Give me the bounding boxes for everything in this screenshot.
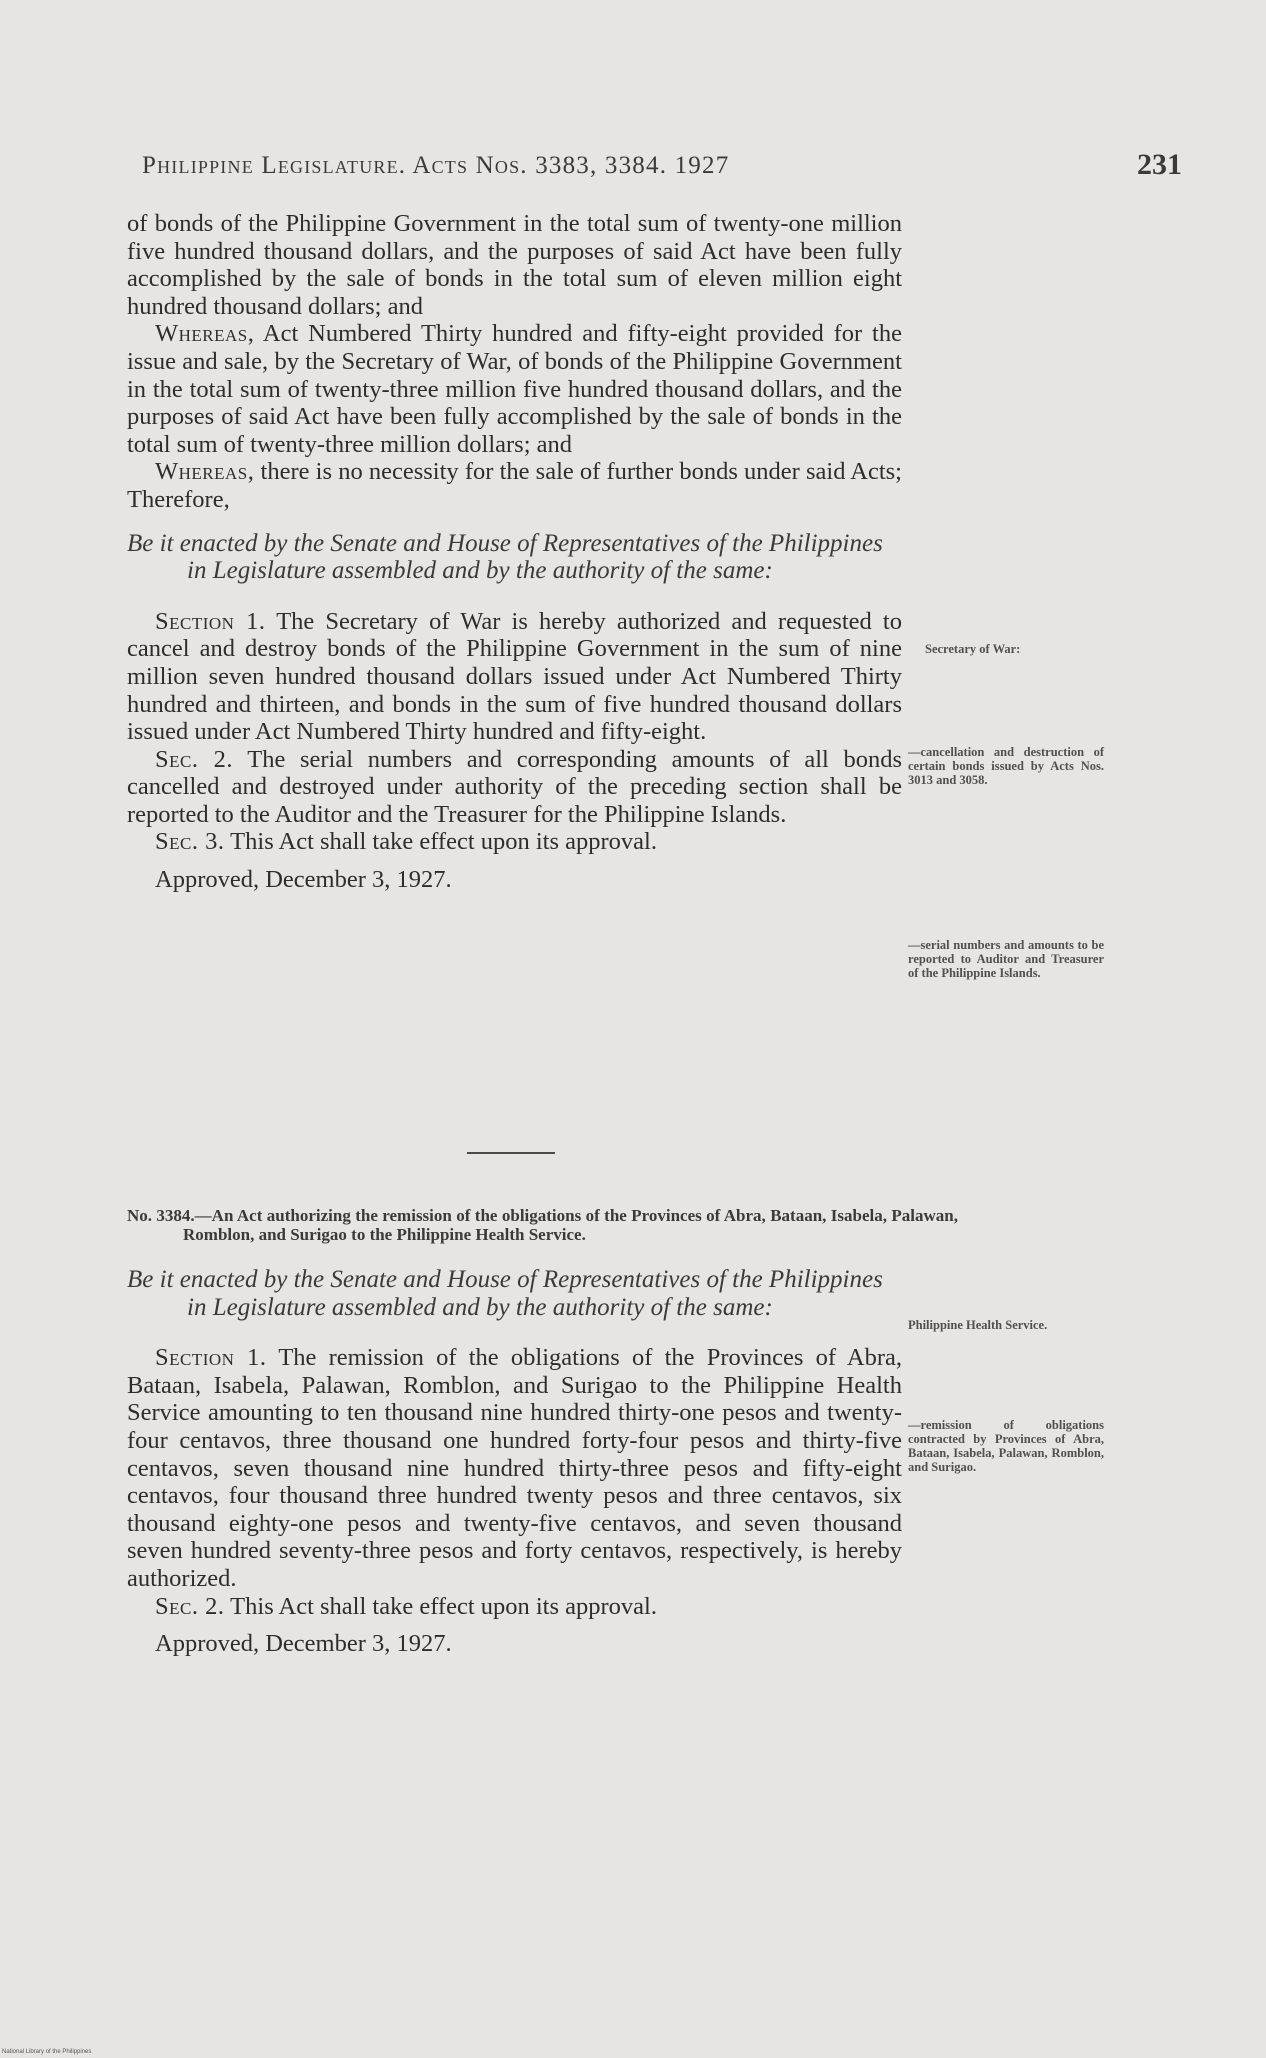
section-text: The serial numbers and corresponding amounts of all bonds cancelled and destroyed under authority of the preceding section shall be reported to the Auditor and the Treasurer for the Philippine Islands. [127, 745, 902, 828]
act-3383-section-2 [127, 746, 902, 829]
page-header [142, 148, 1182, 192]
section-text: The Secretary of War is hereby authorized and requested to cancel and destroy bonds of the Philippine Government in the sum of nine million seven hundred thousand dollars issued under Act Numbered Thirty hundred and thirteen, and bonds in the sum of five hundred thousand dollars issued under Act Numbered Thirty hundred and fifty-eight. [127, 607, 902, 746]
act-3384-section-1 [127, 1344, 902, 1592]
section-label: Sec. 2. [155, 745, 234, 773]
page-number: 231 [1137, 148, 1182, 181]
act-3383-whereas-2 [127, 320, 902, 458]
section-label: Sec. 2. [155, 1592, 225, 1620]
act-3384-approved: Approved, December 3, 1927. [155, 1630, 452, 1658]
act-3384-section-2 [127, 1593, 902, 1621]
section-label: Section 1. [155, 607, 266, 635]
act-3383-section-3 [127, 828, 902, 856]
act-3383-approved: Approved, December 3, 1927. [155, 866, 452, 894]
margin-note-secretary-of-war: Secretary of War: [925, 642, 1021, 656]
margin-note-serial-numbers: —serial numbers and amounts to be reported to Auditor and Treasurer of the Philippine Islands. [908, 938, 1104, 980]
section-label: Section 1. [155, 1344, 267, 1372]
running-head: Philippine Legislature. Acts Nos. 3383, 3384. 1927 [142, 152, 730, 179]
section-text: This Act shall take effect upon its approval. [224, 828, 657, 856]
act-3383-enacting-clause: Be it enacted by the Senate and House of Representatives of the Philippines in Legislature assembled and by the authority of the same: [127, 529, 883, 585]
act-3384-text [127, 1206, 958, 1658]
section-label: Sec. 3. [155, 828, 225, 856]
act-3383-paragraph-1: of bonds of the Philippine Government in the total sum of twenty-one million five hundred thousand dollars, and the purposes of said Act have been fully accomplished by the sale of bonds in the total sum of eleven million eight hundred thousand dollars; and [127, 210, 902, 320]
section-text: The remission of the obligations of the Provinces of Abra, Bataan, Isabela, Palawan, Romblon, and Surigao to the Philippine Health Service amounting to ten thousand nine hundred thirty-one pesos and twenty-four centavos, three thousand one hundred forty-four pesos and thirty-five centavos, seven thousand nine hundred thirty-three pesos and fifty-eight centavos, four thousand three hundred twenty pesos and three centavos, six thousand eighty-one pesos and twenty-five centavos, and seven thousand seven hundred seventy-three pesos and forty centavos, respectively, is hereby authorized. [127, 1344, 902, 1592]
act-3383-section-1 [127, 608, 902, 746]
margin-note-cancellation: —cancellation and destruction of certain bonds issued by Acts Nos. 3013 and 3058. [908, 745, 1104, 787]
section-divider [467, 1152, 555, 1154]
act-3384-enacting-clause: Be it enacted by the Senate and House of Representatives of the Philippines in Legislature assembled and by the authority of the same: [127, 1266, 883, 1321]
act-3383-whereas-3 [127, 458, 902, 513]
main-text [127, 210, 902, 894]
act-3384-title: No. 3384.—An Act authorizing the remission of the obligations of the Provinces of Abra, Bataan, Isabela, Palawan, Romblon, and Surigao to the Philippine Health Service. [127, 1206, 958, 1244]
whereas-word: Whereas, [155, 320, 255, 348]
margin-note-remission: —remission of obligations contracted by Provinces of Abra, Bataan, Isabela, Palawan, Romblon, and Surigao. [908, 1418, 1104, 1474]
whereas-word: Whereas, [155, 458, 255, 486]
whereas-text: there is no necessity for the sale of further bonds under said Acts; Therefore, [127, 458, 902, 513]
whereas-text: Act Numbered Thirty hundred and fifty-eight provided for the issue and sale, by the Secretary of War, of bonds of the Philippine Government in the total sum of twenty-three million five hundred thousand dollars, and the purposes of said Act have been fully accomplished by the sale of bonds in the total sum of twenty-three million dollars; and [127, 320, 902, 458]
section-text: This Act shall take effect upon its approval. [224, 1592, 657, 1620]
footer-credit: National Library of the Philippines [2, 2049, 92, 2055]
margin-note-health-service: Philippine Health Service. [908, 1318, 1048, 1332]
